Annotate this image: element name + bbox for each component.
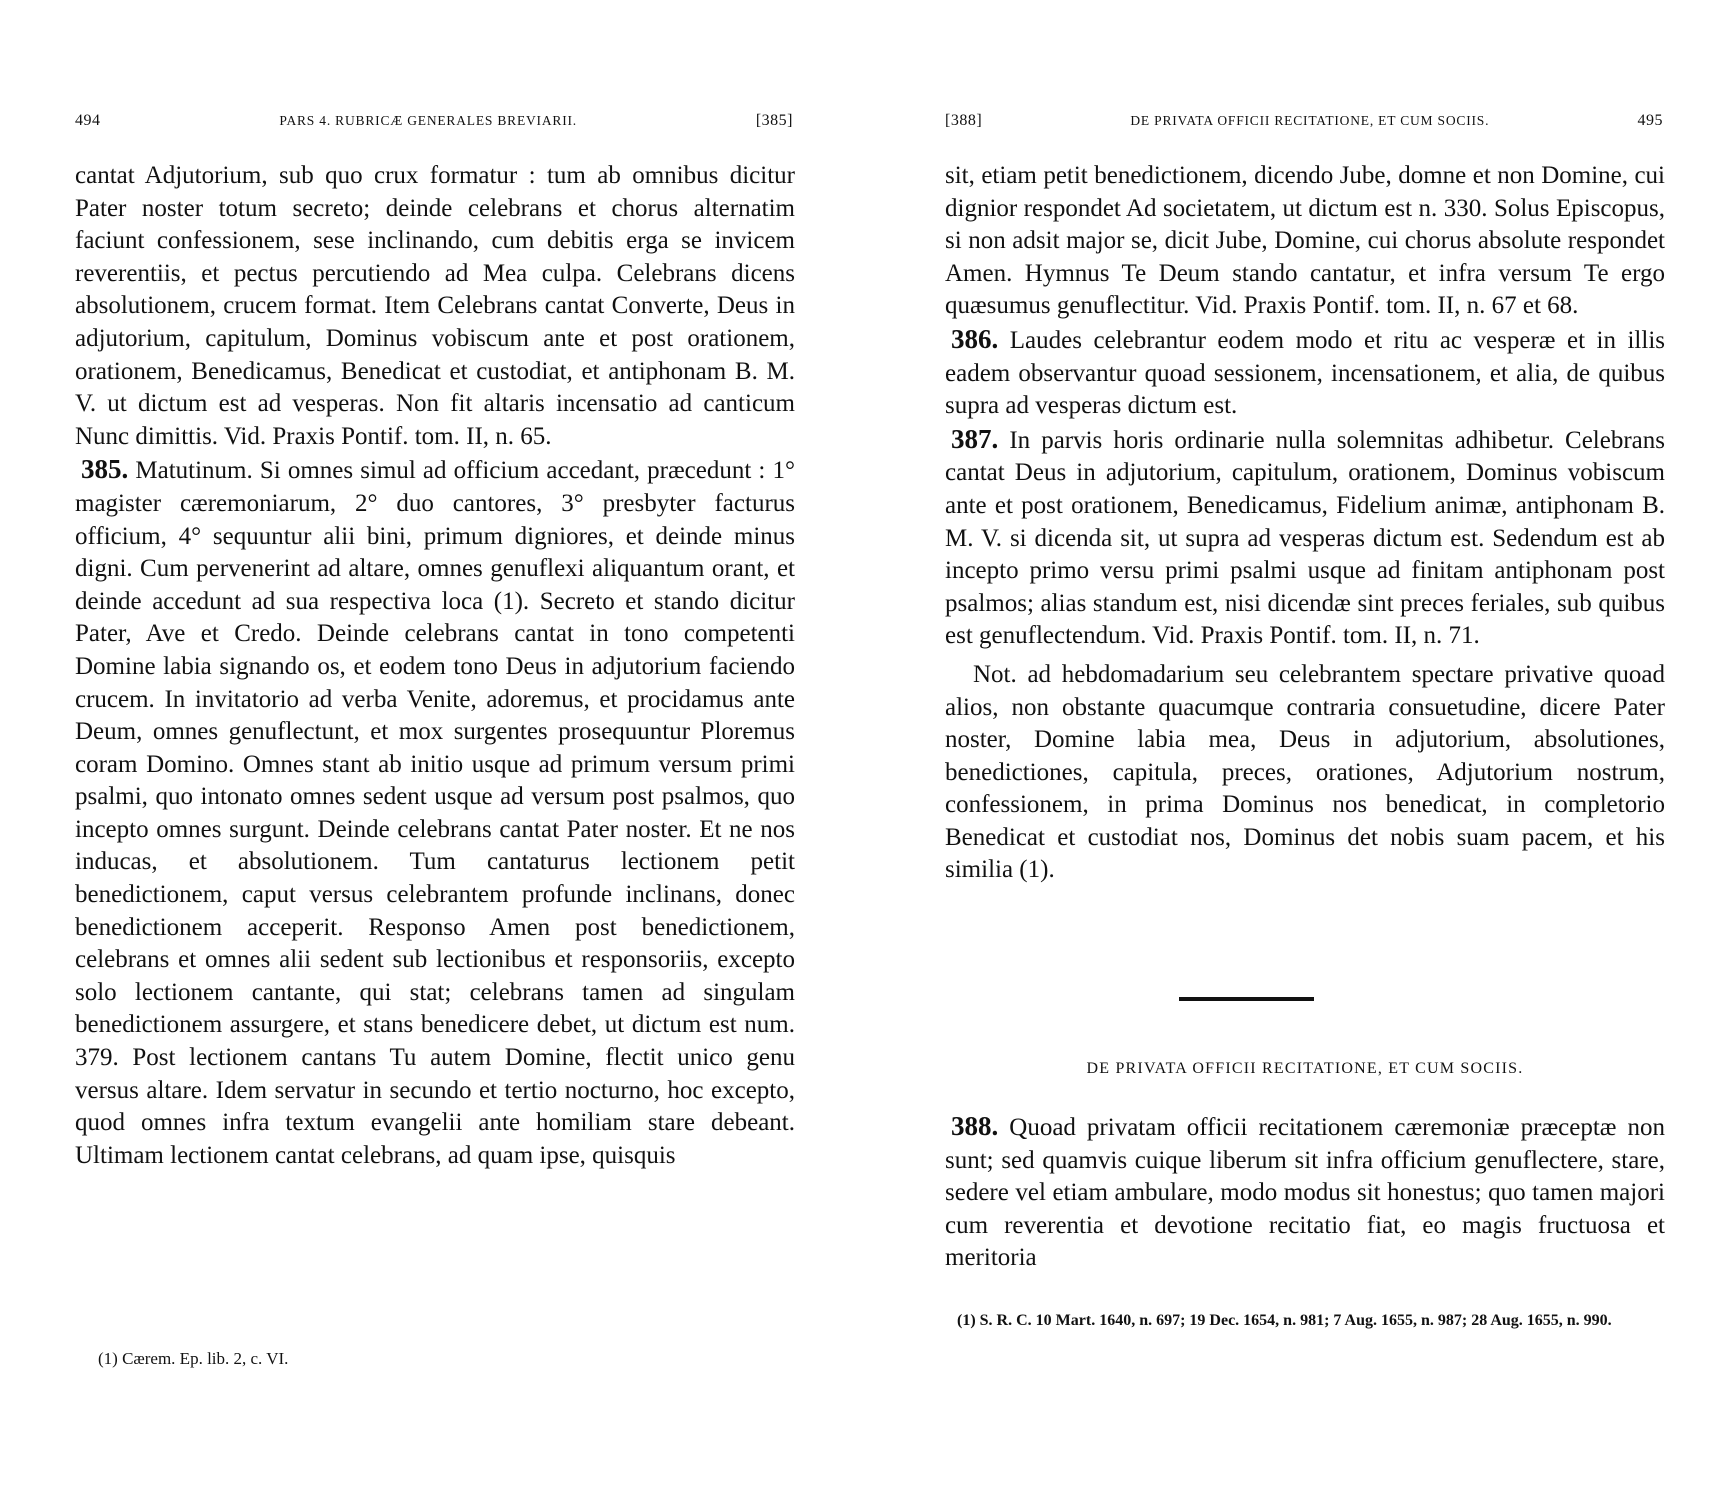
right-footnote [957,1307,1667,1334]
paragraph-386 [945,323,1665,423]
section-heading: DE PRIVATA OFFICII RECITATIONE, ET CUM SOCIIS. [1086,1060,1524,1077]
right-section-ref: [388] [945,112,983,129]
section-number-386: 386. [951,323,999,354]
left-running-title: PARS 4. RUBRICÆ GENERALES BREVIARII. [279,113,577,128]
paragraph-387 [945,423,1665,653]
right-body-text [945,160,1665,887]
right-page [867,0,1734,1500]
section-text-385: Matutinum. Si omnes simul ad officium accedant, præcedunt : 1° magister cæremoniarum, 2° duo cantores, 3° presbyter facturus officium, 4° sequuntur alii bini, primum digniores, et deinde minus digni. Cum pervenerint ad altare, omnes genuflexi aliquantum orant, et deinde accedunt ad sua respectiva loca (1). Secreto et stando dicitur Pater, Ave et Credo. Deinde celebrans cantat in tono competenti Domine labia signando os, et eodem tono Deus in adjutorium faciendo crucem. In invitatorio ad verba Venite, adoremus, et procidamus ante Deum, omnes genuflectunt, et mox surgentes prosequuntur Ploremus coram Domino. Omnes stant ab initio usque ad primum versum primi psalmi, quo intonato omnes sedent usque ad versum post psalmos, quo incepto omnes surgunt. Deinde celebrans cantat Pater noster. Et ne nos inducas, et absolutionem. Tum cantaturus lectionem petit benedictionem, caput versus celebrantem profunde inclinans, donec benedictionem acceperit. Responso Amen post benedictionem, celebrans et omnes alii sedent sub lectionibus et responsoriis, excepto solo lectionem cantante, qui stat; celebrans tamen ad singulam benedictionem assurgere, et stans benedicere debet, ut dictum est num. 379. Post lectionem cantans Tu autem Domine, flectit unico genu versus altare. Idem servatur in secundo et tertio nocturno, hoc excepto, quod omnes infra textum evangelii ante homiliam stare debeant. Ultimam lectionem cantat celebrans, ad quam ipse, quisquis [75,457,795,1169]
left-running-head [75,112,793,130]
right-intro-paragraph: sit, etiam petit benedictionem, dicendo Jube, domne et non Domine, cui dignior respondet Ad societatem, ut dictum est n. 330. Solus Episcopus, si non adsit major se, dicit Jube, Domine, cui chorus absolute respondet Amen. Hymnus Te Deum stando cantatur, et infra versum Te ergo quæsumus genuflectitur. Vid. Praxis Pontif. tom. II, n. 67 et 68. [945,162,1665,320]
note-paragraph: Not. ad hebdomadarium seu celebrantem spectare privative quoad alios, non obstante quacumque contraria consuetudine, dicere Pater noster, Domine labia mea, Deus in adjutorium, absolutiones, benedictiones, capitula, preces, orationes, Adjutorium nostrum, confessionem, in prima Dominus nos benedicat, in completorio Benedicat et custodiat nos, Dominus det nobis suam pacem, et his similia (1). [945,660,1665,884]
section-text-386: Laudes celebrantur eodem modo et ritu ac vesperæ et in illis eadem observantur quoad sessionem, incensationem, et alia, de quibus supra ad vesperas dictum est. [945,326,1665,420]
paragraph-388 [945,1110,1665,1275]
right-running-title: DE PRIVATA OFFICII RECITATIONE, ET CUM SOCIIS. [1130,113,1490,128]
right-page-number: 495 [1637,112,1663,129]
left-footnote: (1) Cærem. Ep. lib. 2, c. VI. [98,1349,289,1368]
right-running-head [945,112,1663,130]
section-text-387: In parvis horis ordinarie nulla solemnitas adhibetur. Celebrans cantat Deus in adjutorium, capitulum, orationem, Dominus vobiscum ante et post orationem, Benedicamus, Fidelium animæ, antiphonam B. M. V. si dicenda sit, ut supra ad vesperas dictum est. Sedendum est ab incepto primo versu primi psalmi usque ad finitam antiphonam post psalmos; alias standum est, nisi dicendæ sint preces feriales, sub quibus est genuflectendum. Vid. Praxis Pontif. tom. II, n. 71. [945,426,1666,650]
left-continuation-paragraph: cantat Adjutorium, sub quo crux formatur : tum ab omnibus dicitur Pater noster totum secreto; deinde celebrans et chorus alternatim faciunt confessionem, sese inclinando, cum debitis erga se invicem reverentiis, et pectus percutiendo ad Mea culpa. Celebrans dicens absolutionem, crucem format. Item Celebrans cantat Converte, Deus in adjutorium, capitulum, Dominus vobiscum ante et post orationem, orationem, Benedicamus, Benedicat et custodiat, et antiphonam B. M. V. ut dictum est ad vesperas. Non fit altaris incensatio ad canticum Nunc dimittis. Vid. Praxis Pontif. tom. II, n. 65. [75,162,795,450]
left-page-number: 494 [75,112,101,129]
section-number-388: 388. [951,1111,999,1141]
section-divider-rule [1179,997,1314,1001]
section-number-385: 385. [81,454,129,485]
section-number-387: 387. [951,423,999,454]
right-section-388-text [945,1110,1665,1275]
left-body-text [75,160,795,1172]
right-footnote-text: (1) S. R. C. 10 Mart. 1640, n. 697; 19 Dec. 1654, n. 981; 7 Aug. 1655, n. 987; 28 Aug. 1655, n. 990. [957,1312,1612,1329]
left-section-ref: [385] [755,112,793,129]
section-text-388: Quoad privatam officii recitationem cæremoniæ præceptæ non sunt; sed quamvis cuique liberum sit infra officium genuflectere, stare, sedere vel etiam ambulare, modo modus sit honestus; quo tamen majori cum reverentia et devotione recitatio fiat, eo magis fructuosa et meritoria [945,1114,1665,1272]
paragraph-385 [75,453,795,1172]
